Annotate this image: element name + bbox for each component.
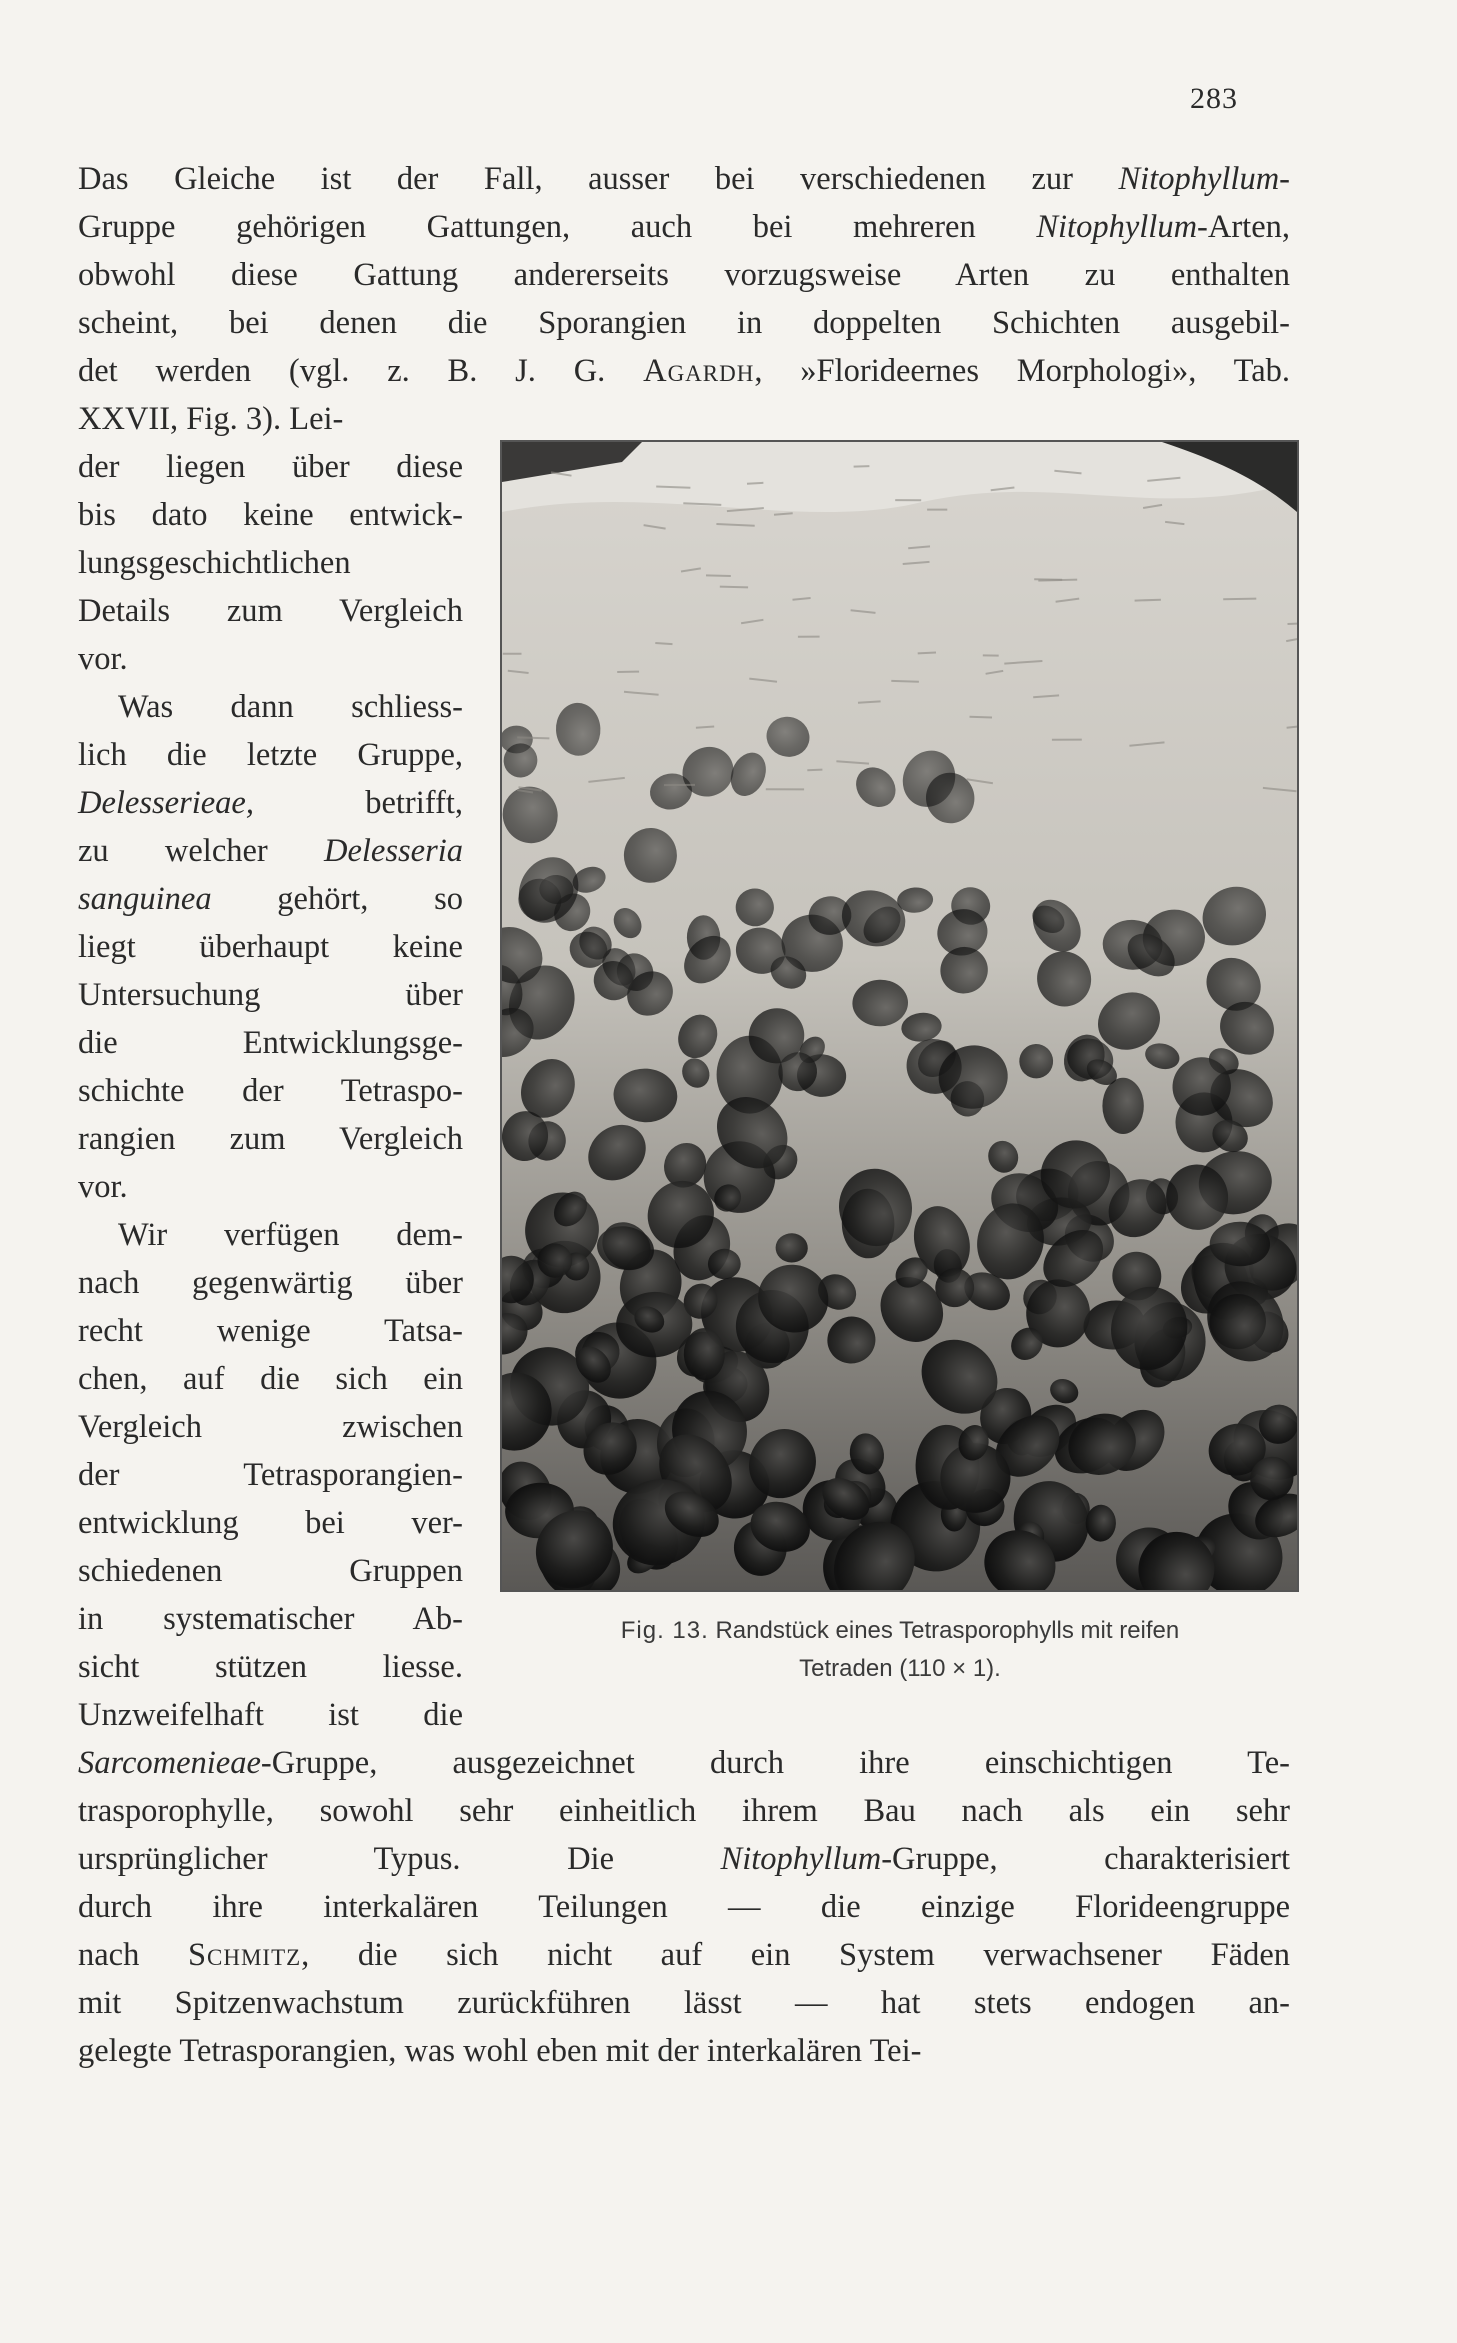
- text-line: lungsgeschichtlichen: [78, 545, 351, 581]
- tissue-streak: [656, 487, 690, 488]
- text-line: entwicklung bei ver-: [78, 1505, 463, 1541]
- text-line: schichte der Tetraspo-: [78, 1073, 463, 1109]
- text-line: durch ihre interkalären Teilungen — die einzige Florideengruppe: [78, 1889, 1290, 1925]
- text-line: gelegte Tetrasporangien, was wohl eben mit der interkalären Tei-: [78, 2033, 922, 2069]
- text-line: XXVII, Fig. 3). Lei-: [78, 401, 344, 437]
- tissue-streak: [1288, 623, 1298, 624]
- text-line: der Tetrasporangien-: [78, 1457, 463, 1493]
- text-line: der liegen über diese: [78, 449, 463, 485]
- tissue-streak: [517, 737, 549, 738]
- text-line: vor.: [78, 1169, 128, 1205]
- text-line: in systematischer Ab-: [78, 1601, 463, 1637]
- tissue-streak: [696, 727, 714, 728]
- tissue-streak: [1135, 600, 1161, 601]
- text-line: Wir verfügen dem-: [118, 1217, 463, 1253]
- tissue-streak: [858, 701, 881, 702]
- caption-line-2: Tetraden (110 × 1).: [799, 1655, 1001, 1682]
- text-line: sanguinea gehört, so: [78, 881, 463, 917]
- text-line: rangien zum Vergleich: [78, 1121, 463, 1157]
- text-line: obwohl diese Gattung andererseits vorzugsweise Arten zu enthalten: [78, 257, 1290, 293]
- text-line: liegt überhaupt keine: [78, 929, 463, 965]
- text-line: die Entwicklungsge-: [78, 1025, 463, 1061]
- tissue-streak: [774, 513, 793, 514]
- text-line: Vergleich zwischen: [78, 1409, 463, 1445]
- cell-mark: [1102, 1078, 1143, 1134]
- text-line: Gruppe gehörigen Gattungen, auch bei mehreren Nitophyllum-Arten,: [78, 209, 1290, 245]
- text-line: nach Schmitz, die sich nicht auf ein System verwachsener Fäden: [78, 1937, 1290, 1973]
- text-line: lich die letzte Gruppe,: [78, 737, 463, 773]
- tissue-streak: [970, 717, 993, 718]
- text-line: det werden (vgl. z. B. J. G. Agardh, »Florideernes Morphologi», Tab.: [78, 353, 1291, 389]
- text-line: Das Gleiche ist der Fall, ausser bei verschiedenen zur Nitophyllum-: [78, 161, 1290, 197]
- text-line: recht wenige Tatsa-: [78, 1313, 463, 1349]
- tissue-streak: [706, 575, 731, 576]
- tissue-streak: [747, 483, 763, 484]
- tissue-streak: [1223, 599, 1256, 600]
- tissue-streak: [720, 587, 748, 588]
- tissue-streak: [807, 770, 822, 771]
- paragraph-top: [78, 155, 1290, 443]
- micrograph-image: [502, 442, 1297, 1590]
- text-line: Details zum Vergleich: [78, 593, 463, 629]
- tissue-streak: [1034, 579, 1062, 580]
- tissue-streak: [918, 653, 936, 654]
- text-line: vor.: [78, 641, 128, 677]
- page-number: 283: [1190, 82, 1238, 115]
- tissue-streak: [655, 643, 672, 644]
- text-line: ursprünglicher Typus. Die Nitophyllum-Gruppe, charakterisiert: [78, 1841, 1291, 1877]
- text-line: Sarcomenieae-Gruppe, ausgezeichnet durch ihre einschichtigen Te-: [78, 1745, 1290, 1781]
- figure-label: Fig. 13.: [620, 1617, 709, 1644]
- text-line: Unzweifelhaft ist die: [78, 1697, 463, 1733]
- figure-caption: [505, 1612, 1295, 1688]
- tissue-streak: [891, 681, 919, 682]
- figure-micrograph: [500, 440, 1299, 1592]
- text-line: scheint, bei denen die Sporangien in doppelten Schichten ausgebil-: [78, 305, 1290, 341]
- text-line: zu welcher Delesseria: [78, 833, 463, 869]
- paragraph-bottom: [78, 1739, 1290, 2075]
- text-line: sicht stützen liesse.: [78, 1649, 463, 1685]
- caption-line-1: Randstück eines Tetrasporophylls mit reifen: [715, 1617, 1180, 1644]
- text-line: schiedenen Gruppen: [78, 1553, 463, 1589]
- text-line: Delesserieae, betrifft,: [78, 785, 463, 821]
- text-line: nach gegenwärtig über: [78, 1265, 463, 1301]
- text-line: bis dato keine entwick-: [78, 497, 463, 533]
- text-line: trasporophylle, sowohl sehr einheitlich ihrem Bau nach als ein sehr: [78, 1793, 1290, 1829]
- text-line: chen, auf die sich ein: [78, 1361, 463, 1397]
- tissue-streak: [854, 466, 870, 467]
- paragraph-beside-figure: [78, 443, 463, 1739]
- text-line: mit Spitzenwachstum zurückführen lässt — hat stets endogen an-: [78, 1985, 1290, 2021]
- text-line: Was dann schliess-: [118, 689, 463, 725]
- text-line: Untersuchung über: [78, 977, 463, 1013]
